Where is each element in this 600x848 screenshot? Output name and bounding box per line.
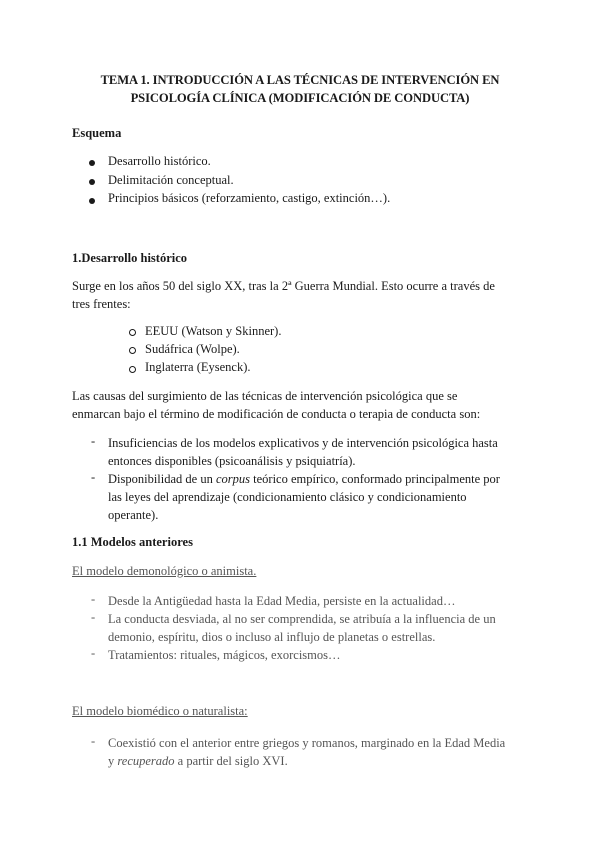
esquema-item: Desarrollo histórico. bbox=[108, 154, 211, 168]
dash-bullet-icon: - bbox=[91, 592, 96, 606]
model-item-line: Coexistió con el anterior entre griegos y romanos, marginado en la Edad Media bbox=[108, 736, 506, 750]
paragraph-line: enmarcan bajo el término de modificación de conducta o terapia de conducta son: bbox=[72, 407, 481, 421]
cause-item-line: las leyes del aprendizaje (condicionamiento clásico y condicionamiento bbox=[108, 490, 467, 504]
section-heading: 1.1 Modelos anteriores bbox=[72, 535, 193, 549]
paragraph-line: Las causas del surgimiento de las técnicas de intervención psicológica que se bbox=[72, 389, 458, 403]
esquema-item: Principios básicos (reforzamiento, castigo, extinción…). bbox=[108, 191, 391, 205]
model-item-line: y recuperado a partir del siglo XVI. bbox=[108, 754, 288, 768]
bullet-dot-icon bbox=[89, 179, 95, 185]
model-item-line: La conducta desviada, al no ser comprendida, se atribuía a la influencia de un bbox=[108, 612, 496, 626]
paragraph-line: Surge en los años 50 del siglo XX, tras la 2ª Guerra Mundial. Esto ocurre a través de bbox=[72, 279, 495, 293]
document-title: TEMA 1. INTRODUCCIÓN A LAS TÉCNICAS DE INTERVENCIÓN EN PSICOLOGÍA CLÍNICA (MODIFICACIÓN DE CONDUCTA) bbox=[100, 73, 500, 105]
cause-item-line: Disponibilidad de un corpus teórico empírico, conformado principalmente por bbox=[108, 472, 500, 486]
dash-bullet-icon: - bbox=[91, 434, 96, 448]
esquema-item: Delimitación conceptual. bbox=[108, 173, 234, 187]
front-item: EEUU (Watson y Skinner). bbox=[145, 324, 282, 338]
cause-item-line: entonces disponibles (psicoanálisis y psiquiatría). bbox=[108, 454, 356, 468]
model-item-line: demonio, espíritu, dios o incluso al influjo de planetas o estrellas. bbox=[108, 630, 436, 644]
subsection-heading: El modelo demonológico o animista. bbox=[72, 564, 257, 578]
bullet-circle-icon bbox=[129, 347, 136, 354]
dash-bullet-icon: - bbox=[91, 734, 96, 748]
esquema-heading: Esquema bbox=[72, 126, 122, 140]
bullet-dot-icon bbox=[89, 198, 95, 204]
front-item: Inglaterra (Eysenck). bbox=[145, 360, 251, 374]
model-item-line: Desde la Antigüedad hasta la Edad Media, persiste en la actualidad… bbox=[108, 594, 456, 608]
front-item: Sudáfrica (Wolpe). bbox=[145, 342, 240, 356]
bullet-circle-icon bbox=[129, 329, 136, 336]
subsection-heading: El modelo biomédico o naturalista: bbox=[72, 704, 248, 718]
dash-bullet-icon: - bbox=[91, 610, 96, 624]
model-item-line: Tratamientos: rituales, mágicos, exorcismos… bbox=[108, 648, 341, 662]
cause-item-line: Insuficiencias de los modelos explicativos y de intervención psicológica hasta bbox=[108, 436, 498, 450]
cause-item-line: operante). bbox=[108, 508, 159, 522]
paragraph-line: tres frentes: bbox=[72, 297, 131, 311]
bullet-circle-icon bbox=[129, 366, 136, 373]
dash-bullet-icon: - bbox=[91, 646, 96, 660]
dash-bullet-icon: - bbox=[91, 470, 96, 484]
bullet-dot-icon bbox=[89, 160, 95, 166]
section-heading: 1.Desarrollo histórico bbox=[72, 251, 188, 265]
